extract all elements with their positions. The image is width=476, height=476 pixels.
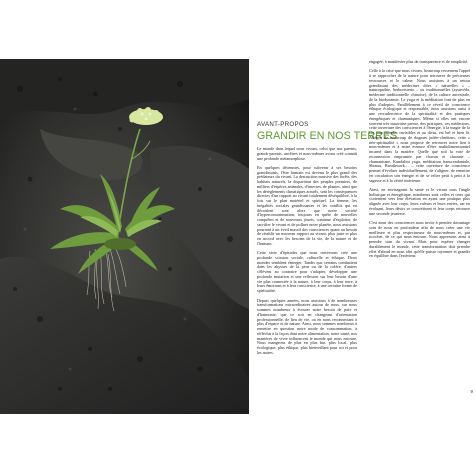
paragraph: engagée, à manifester plus de transparence et de simplicité. [369,59,469,64]
left-text-column [257,147,357,360]
paragraph: Cette série d'épisodes que nous traversons crée une profonde scission sociale, culturelle et éthique. Deux mondes semblent émerger. Tandis que certains combattent dans les abysses de la peur ou de la colère, d'autres s'élèvent au contraire pour s'adapter, développer une profonde mutation et une reflexion sur leur besoin d'une vie plus connectée à la nature, à leur corps, à leur terre, à leurs émotions et à leur conscience, à une certaine forme de spiritualité. [257,250,357,294]
paragraph: Le monde dans lequel nous vivons, celui que nos parents, grands-parents, ancêtres et nous-mêmes avons créé connaît une profonde métamorphose. [257,146,357,161]
cover-photo-plant-on-rock [0,59,249,414]
paragraph: C'est ainsi des consciences nous invite à prendre davantage soin de nous en profondeur afin de nous créer une vie meilleure et plus respectueuse de nous-mêmes et, par ricochet, de ce qui nous entoure. Nous apprenons ainsi à prendre soin du vivant. Mais pour espérer changer durablement le monde, cette transformation doit prendre effet d'abord en nous afin qu'elle puisse rayonner et grandir en équilibre dans l'extérieur. [369,220,470,259]
paragraph: Celle à la crise que nous vivons, beaucoup ressentent l'appel à se rapprocher de la nature pour retrouver de précieuses ressources et le calme. Nous assistons à un retour grandissant des médecines dites « naturelles » – naturopathie, herboristerie – ou traditionnelles (ayurvéda, médecine traditionnelle chinoise), de la culture ancestrale, de la biodynamie. Le yoga et la méditation font de plus en plus d'adeptes. Parallèlement à ce réveil de conscience éthique écologique et responsable, nous assistons aussi à une recrudescence de la spiritualité et des pratiques énergétiques et chamaniques. Même si elles ont encore souvent très mauvaise presse, des pratiques, ces médecines, cette ouverture des consciences à l'énergie, à la magie de la vie, aux mondes invisibles et au divin, est bel et bien là. Allégée de beaucoup de dogmes judéo-chrétiens, cette « néo-spiritualité » nous propose de retrouver notre lien à nous-mêmes et à notre essence d'être multidimensionnel incarné dans la matière. Quelle que soit la voie de reconnexion empruntée par chacun et chacune – chamanisme, Kundalini yoga, méditation transcendantale, Shiatsu, Breathwork… – cette ouverture de conscience permet d'évoluer individuellement, de s'aligner, de remettre en circulation son énergie et de se relier petit à petit à la sagesse et à la vérité intérieure. [369,68,470,183]
right-text-column [369,60,470,264]
text-page [249,59,476,414]
plant-photo-illustration [0,59,249,414]
section-label: AVANT-PROPOS [257,121,309,128]
paragraph: Ainsi, en envisageant la santé et le vivant sous l'angle holistique et énergétique, nombreux sont celles et ceux qui s'orientent vers leur élévation en ayant une pratique plus alignée avec leur corps, leurs valeurs et leurs envies, car en évoluant, leurs désirs se concrétisent et leur corps retrouve une seconde jeunesse. [369,186,470,216]
chapter-title: GRANDIR EN NOS TERRES [257,130,398,142]
paragraph: Depuis quelques années, nous assistons à de nombreuses transformations extraordinaires autour de nous, sur nous sommes nombreux à écouter notre besoin de paix et d'harmonie, que ce soit en changeant d'orientation professionnelle, de lieu de vie, ou en nous reconnectant à plus d'espace et de nature. Ainsi, nous sommes nombreux à remettre en question notre mode de consommation, à réfléchir à la façon dont notre alimentation, notre santé, nos manières de vivre influencent le monde qui nous entoure. Nous mangeons de plus en plus bio, plus local, plus écologique, plus éthique, plus bienveillant pour soi et pour les autres. [257,297,357,355]
page-number: 9 [470,389,473,394]
paragraph: En quelques décennies, pour subvenir à ses besoins grandissants, l'être humain est devenu le plus grand des prédateurs du vivant. La destruction massive des forêts, des habitats naturels, la disparition des peuples premiers, de milliers d'espèces animales, d'insectes, de plantes, ainsi que les dérèglements climatiques actuels, sont les conséquences directes d'un rapport au vivant totalement déséquilibré, à la fois sur le plan matériel et spirituel. La femme, les inégalités sociales grandissantes et les conflits qui en découlent sont alors que notre société d'hyperconsommation, toujours en quête de nouvelles conquêtes et de nouveaux jouets, continue d'exploiter, de sacrifier le vivant et de polluer notre planète, nous assistons pourtant à un éveil massif des consciences quant au besoin de rétablir un nouveau rapport au vivant, plus juste et plus en accord avec les besoins de la vie, de la nature et de l'humain. [257,164,358,246]
